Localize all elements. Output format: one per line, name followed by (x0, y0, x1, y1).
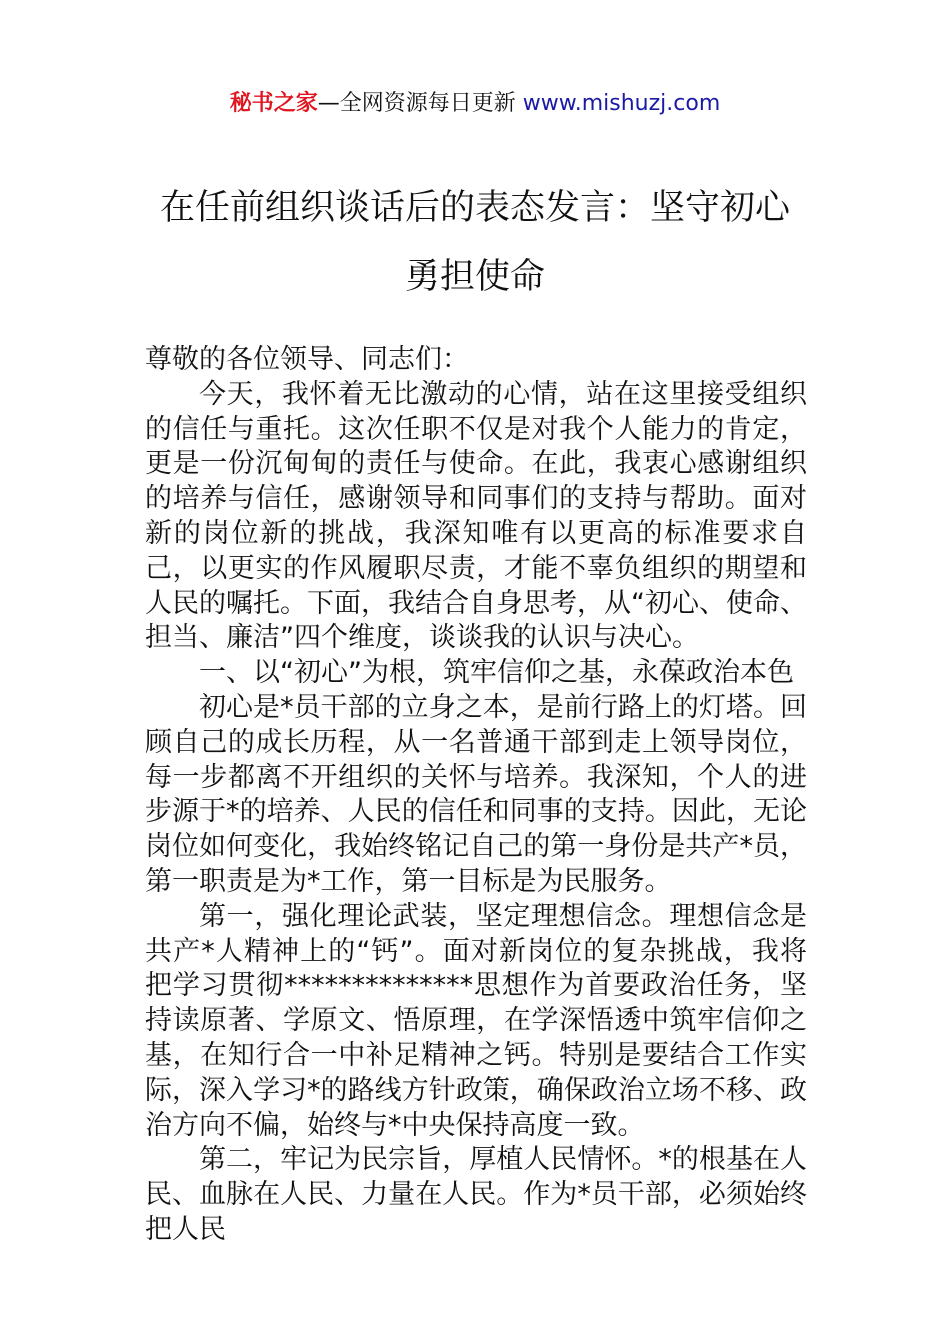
document-title-line-2: 勇担使命 (404, 257, 545, 297)
site-tagline: —全网资源每日更新 (317, 91, 523, 116)
document-title-line-1: 在任前组织谈话后的表态发言：坚守初心 (159, 188, 790, 228)
salutation: 尊敬的各位领导、同志们： (145, 344, 469, 375)
document-body (145, 343, 807, 1248)
site-url-link[interactable]: www.mishuzj.com (522, 91, 721, 116)
paragraph-intro: 今天，我怀着无比激动的心情，站在这里接受组织的信任与重托。这次任职不仅是对我个人能力的肯定，更是一份沉甸甸的责任与使命。在此，我衷心感谢组织的培养与信任，感谢领导和同事们的支持与帮助。面对新的岗位新的挑战，我深知唯有以更高的标准要求自己，以更实的作风履职尽责，才能不辜负组织的期望和人民的嘱托。下面，我结合自身思考，从“初心、使命、担当、廉洁”四个维度，谈谈我的认识与决心。 (145, 378, 807, 654)
paragraph-point-1: 第一，强化理论武装，坚定理想信念。理想信念是共产*人精神上的“钙”。面对新岗位的复杂挑战，我将把学习贯彻**************思想作为首要政治任务，坚持读原著、学原文、悟原理，在学深悟透中筑牢信仰之基，在知行合一中补足精神之钙。特别是要结合工作实际，深入学习*的路线方针政策，确保政治立场不移、政治方向不偏，始终与*中央保持高度一致。 (145, 900, 807, 1141)
section-heading-1: 一、以“初心”为根，筑牢信仰之基，永葆政治本色 (199, 657, 794, 689)
paragraph-initial-heart: 初心是*员干部的立身之本，是前行路上的灯塔。回顾自己的成长历程，从一名普通干部到走上领导岗位，每一步都离不开组织的关怀与培养。我深知，个人的进步源于*的培养、人民的信任和同事的支持。因此，无论岗位如何变化，我始终铭记自己的第一身份是共产*员，第一职责是为*工作，第一目标是为民服务。 (145, 691, 807, 897)
paragraph-point-2: 第二，牢记为民宗旨，厚植人民情怀。*的根基在人民、血脉在人民、力量在人民。作为*员干部，必须始终把人民 (145, 1144, 807, 1245)
site-brand: 秘书之家 (229, 91, 318, 116)
site-header (0, 88, 950, 120)
